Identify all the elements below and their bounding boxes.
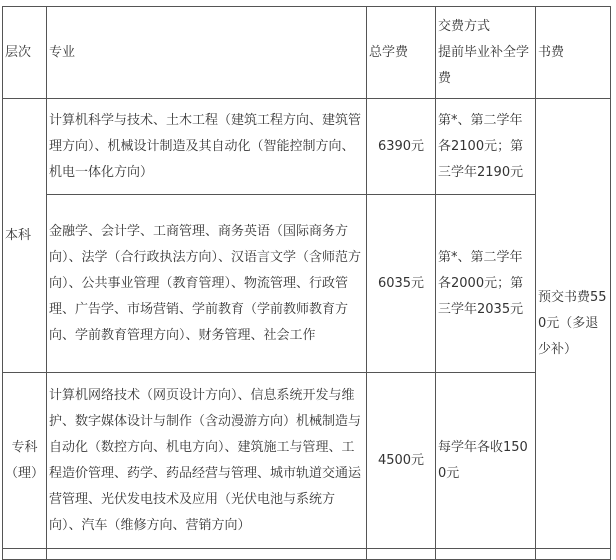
total-fee-cell: 6035元	[367, 195, 436, 373]
header-major: 专业	[47, 7, 367, 99]
header-level: 层次	[3, 7, 47, 99]
payment-cell: 第*、第二学年各2000元；第三学年2035元	[436, 195, 536, 373]
header-payment-line1: 交费方式	[438, 18, 491, 34]
total-fee-cell: 6390元	[367, 99, 436, 195]
total-fee-cell: 4500元	[367, 373, 436, 549]
table-row	[3, 99, 611, 195]
level-cell-bachelor: 本科	[3, 99, 47, 373]
header-total-fee: 总学费	[367, 7, 436, 99]
table-row	[3, 373, 611, 549]
major-cell: 计算机网络技术（网页设计方向）、信息系统开发与维护、数字媒体设计与制作（含动漫游方向）机械制造与自动化（数控方向、机电方向）、建筑施工与管理、工程造价管理、药学、药品经营与管理、城市轨道交通运营管理、光伏发电技术及应用（光伏电池与系统方向）、汽车（维修方向、营销方向）	[47, 373, 367, 549]
major-cell: 金融学、会计学、工商管理、商务英语（国际商务方向）、法学（合行政执法方向）、汉语言文学（含师范方向）、公共事业管理（教育管理）、物流管理、行政管理、广告学、市场营销、学前教育（学前教师教育方向、学前教育管理方向）、财务管理、社会工作	[47, 195, 367, 373]
level-cell-associate: 专科（理）	[3, 373, 47, 549]
book-fee-cell: 预交书费550元（多退少补）	[536, 99, 611, 549]
header-row	[3, 7, 611, 99]
major-cell: 计算机科学与技术、土木工程（建筑工程方向、建筑管理方向）、机械设计制造及其自动化（智能控制方向、机电一体化方向）	[47, 99, 367, 195]
header-payment-line2: 提前毕业补全学费	[438, 44, 530, 86]
table-row	[3, 195, 611, 373]
payment-cell: 每学年各收1500元	[436, 373, 536, 549]
payment-cell: 第*、第二学年各2100元；第三学年2190元	[436, 99, 536, 195]
fee-table	[2, 6, 611, 560]
header-payment	[436, 7, 536, 99]
header-book-fee: 书费	[536, 7, 611, 99]
